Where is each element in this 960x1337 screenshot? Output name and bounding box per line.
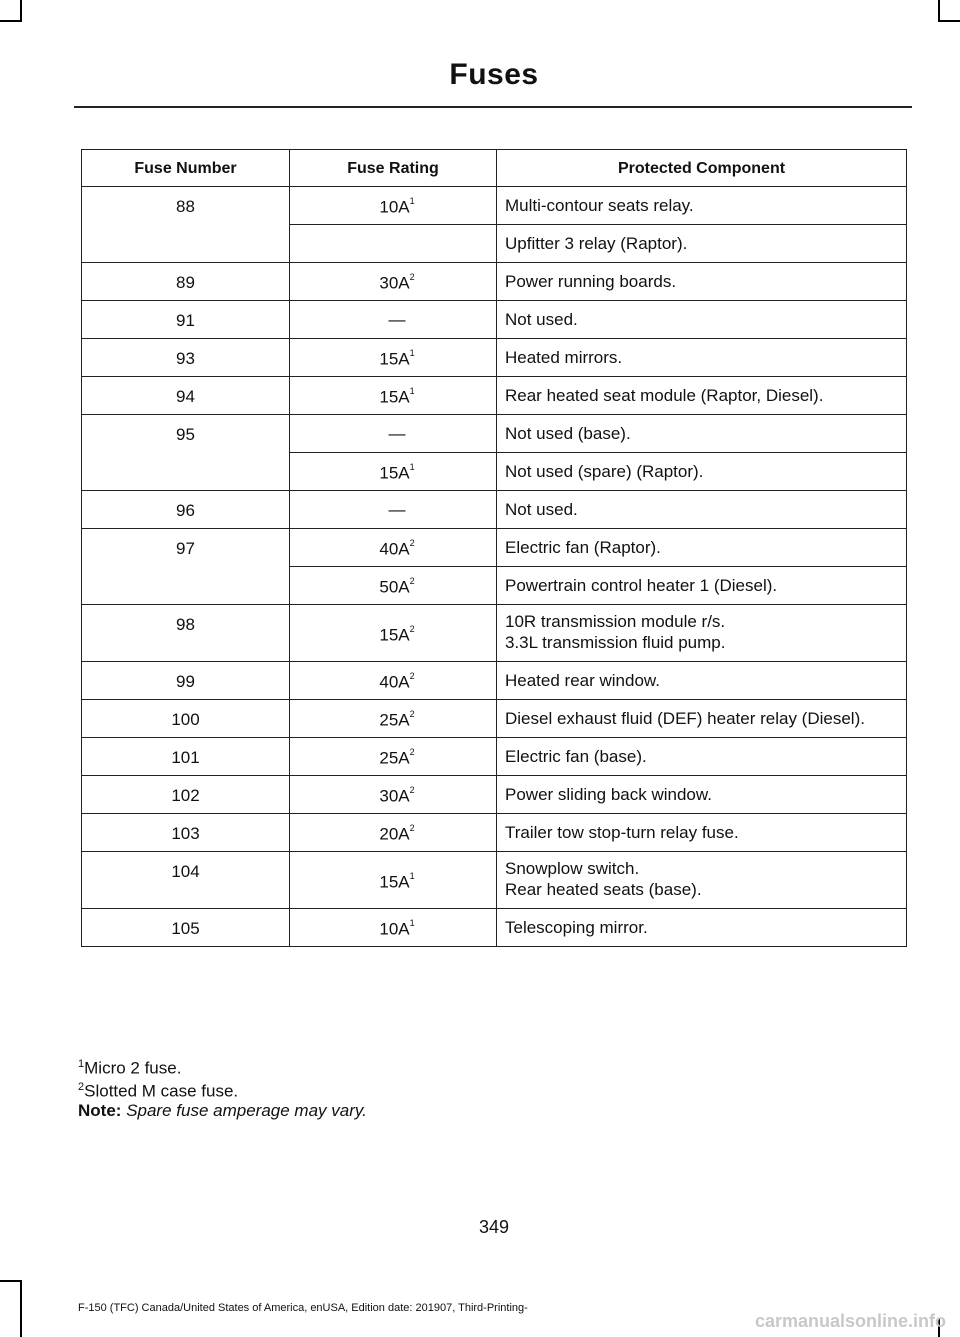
fuse-rating	[290, 700, 497, 738]
fuse-number: 93	[82, 339, 290, 377]
footnote-ref: 2	[409, 576, 415, 587]
page-title: Fuses	[449, 58, 539, 91]
fuse-rating-value: 40A	[379, 539, 410, 559]
edition-line: F-150 (TFC) Canada/United States of America, enUSA, Edition date: 201907, Third-Printing-	[78, 1302, 528, 1314]
crop-mark	[0, 1280, 22, 1282]
fuse-rating	[290, 491, 497, 529]
footnote-ref: 2	[409, 709, 415, 720]
fuse-rating-value: 10A	[379, 919, 410, 939]
note	[78, 1100, 367, 1121]
fuse-number: 91	[82, 301, 290, 339]
footnote-ref: 2	[409, 671, 415, 682]
protected-component: Diesel exhaust fluid (DEF) heater relay (Diesel).	[497, 700, 907, 738]
fuse-number: 104	[82, 852, 290, 909]
fuse-number: 105	[82, 909, 290, 947]
protected-component: Power running boards.	[497, 263, 907, 301]
fuse-rating-value: 15A	[379, 625, 410, 645]
table-row	[82, 491, 907, 529]
fuse-rating	[290, 605, 497, 662]
fuse-table-body	[82, 187, 907, 947]
table-row	[82, 852, 907, 909]
note-label: Note:	[78, 1101, 122, 1120]
footnote-text: Micro 2 fuse.	[84, 1058, 182, 1078]
fuse-rating	[290, 453, 497, 491]
table-row	[82, 529, 907, 567]
crop-mark	[0, 20, 22, 22]
fuse-rating-value: —	[388, 310, 406, 329]
protected-component: Not used.	[497, 301, 907, 339]
fuse-rating-value: 15A	[379, 872, 410, 892]
fuse-rating	[290, 377, 497, 415]
fuse-number: 103	[82, 814, 290, 852]
fuse-number: 95	[82, 415, 290, 491]
note-text: Spare fuse amperage may vary.	[126, 1101, 367, 1120]
footnote-ref: 1	[409, 196, 415, 207]
footnote-ref: 2	[409, 823, 415, 834]
fuse-rating-value: —	[388, 500, 406, 519]
fuse-rating-value: 30A	[379, 273, 410, 293]
fuse-rating	[290, 662, 497, 700]
table-row	[82, 909, 907, 947]
footnote	[78, 1077, 238, 1102]
footnote-ref: 1	[409, 462, 415, 473]
fuse-rating	[290, 225, 497, 263]
footnote-ref: 1	[409, 918, 415, 929]
column-header: Protected Component	[497, 150, 907, 187]
protected-component: Rear heated seat module (Raptor, Diesel).	[497, 377, 907, 415]
protected-component: Not used.	[497, 491, 907, 529]
footnote-ref: 2	[409, 623, 415, 634]
table-row	[82, 662, 907, 700]
footnote-ref: 1	[409, 386, 415, 397]
fuse-rating-value: 10A	[379, 197, 410, 217]
fuse-rating	[290, 852, 497, 909]
fuse-rating-value: 20A	[379, 824, 410, 844]
footnote-ref: 2	[409, 538, 415, 549]
fuse-number: 98	[82, 605, 290, 662]
footnote-text: Slotted M case fuse.	[84, 1081, 239, 1101]
fuse-rating-value: 40A	[379, 672, 410, 692]
table-row	[82, 339, 907, 377]
table-row	[82, 605, 907, 662]
title-rule	[74, 106, 912, 108]
table-row	[82, 301, 907, 339]
table-row	[82, 263, 907, 301]
fuse-rating	[290, 187, 497, 225]
crop-mark	[20, 1280, 22, 1337]
protected-component: Telescoping mirror.	[497, 909, 907, 947]
protected-component: Snowplow switch. Rear heated seats (base).	[497, 852, 907, 909]
fuse-rating	[290, 263, 497, 301]
fuse-rating	[290, 738, 497, 776]
fuse-rating	[290, 909, 497, 947]
column-header: Fuse Number	[82, 150, 290, 187]
fuse-number: 100	[82, 700, 290, 738]
fuse-number: 99	[82, 662, 290, 700]
protected-component: 10R transmission module r/s. 3.3L transmission fluid pump.	[497, 605, 907, 662]
fuse-rating	[290, 776, 497, 814]
fuse-number: 101	[82, 738, 290, 776]
fuse-rating-value: 15A	[379, 463, 410, 483]
table-row	[82, 700, 907, 738]
watermark: carmanualsonline.info	[754, 1311, 946, 1331]
fuse-number: 88	[82, 187, 290, 263]
fuse-number: 96	[82, 491, 290, 529]
fuse-rating-value: 50A	[379, 577, 410, 597]
fuse-rating-value: 30A	[379, 786, 410, 806]
protected-component: Not used (spare) (Raptor).	[497, 453, 907, 491]
table-row	[82, 738, 907, 776]
column-header: Fuse Rating	[290, 150, 497, 187]
table-row	[82, 776, 907, 814]
protected-component: Electric fan (Raptor).	[497, 529, 907, 567]
table-row	[82, 187, 907, 225]
footnote-ref: 2	[409, 272, 415, 283]
fuse-rating-value: 15A	[379, 387, 410, 407]
fuse-number: 94	[82, 377, 290, 415]
crop-mark	[938, 0, 940, 20]
fuse-rating-value: —	[388, 424, 406, 443]
footnote	[78, 1054, 181, 1079]
fuse-rating	[290, 814, 497, 852]
protected-component: Not used (base).	[497, 415, 907, 453]
fuse-rating	[290, 567, 497, 605]
fuse-table	[81, 149, 907, 947]
footnote-ref: 1	[409, 870, 415, 881]
fuse-rating	[290, 529, 497, 567]
fuse-rating	[290, 339, 497, 377]
protected-component: Powertrain control heater 1 (Diesel).	[497, 567, 907, 605]
table-row	[82, 415, 907, 453]
fuse-rating-value: 25A	[379, 748, 410, 768]
fuse-rating	[290, 301, 497, 339]
footnote-ref: 2	[409, 785, 415, 796]
protected-component: Electric fan (base).	[497, 738, 907, 776]
table-row	[82, 377, 907, 415]
table-row	[82, 814, 907, 852]
fuse-rating-value: 25A	[379, 710, 410, 730]
fuse-rating	[290, 415, 497, 453]
footnote-ref: 1	[409, 348, 415, 359]
protected-component: Heated mirrors.	[497, 339, 907, 377]
crop-mark	[938, 20, 960, 22]
protected-component: Power sliding back window.	[497, 776, 907, 814]
protected-component: Upfitter 3 relay (Raptor).	[497, 225, 907, 263]
protected-component: Multi-contour seats relay.	[497, 187, 907, 225]
table-header-row	[82, 150, 907, 187]
page-number: 349	[478, 1217, 510, 1237]
footnote-mark: 1	[78, 1058, 85, 1070]
protected-component: Heated rear window.	[497, 662, 907, 700]
protected-component: Trailer tow stop-turn relay fuse.	[497, 814, 907, 852]
fuse-rating-value: 15A	[379, 349, 410, 369]
footnote-mark: 2	[78, 1081, 85, 1093]
crop-mark	[20, 0, 22, 20]
fuse-number: 97	[82, 529, 290, 605]
fuse-number: 102	[82, 776, 290, 814]
fuse-number: 89	[82, 263, 290, 301]
footnote-ref: 2	[409, 747, 415, 758]
